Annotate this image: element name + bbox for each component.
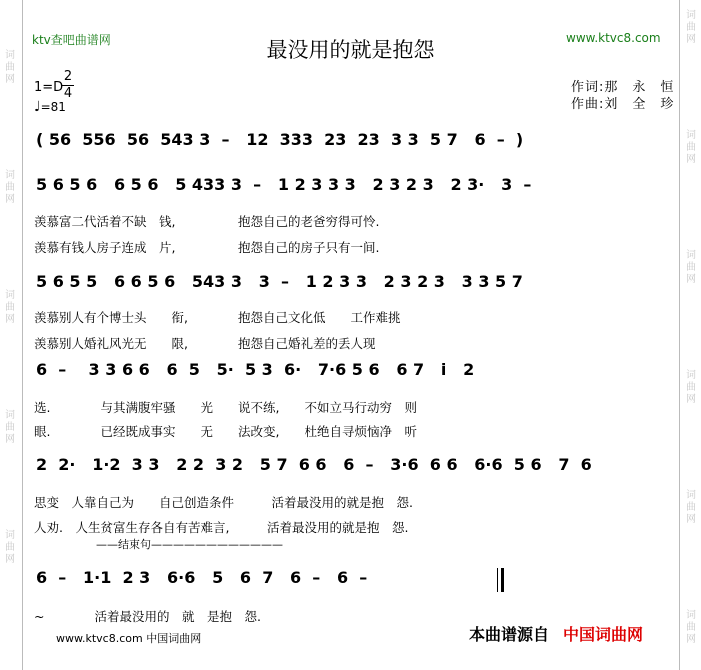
watermark-left: 词 曲 网: [5, 530, 15, 565]
score-line-6: [30, 568, 670, 590]
score-line-3: [30, 272, 670, 294]
site-link-right[interactable]: www.ktvc8.com: [566, 31, 661, 45]
lyric-line-coda: ~ 活着最没用的 就 是抱 怨.: [34, 609, 261, 624]
notation-line: 2 2· 1·2 3 3 2 2 3 2 5 7 6 6 6 – 3·6 6 6 6·6 5 6 7 6: [36, 455, 592, 474]
footer-site[interactable]: www.ktvc8.com 中国词曲网: [56, 632, 202, 645]
lyric-line-verse1: 羡慕富二代活着不缺 钱, 抱怨自己的老爸穷得可怜.: [34, 214, 380, 229]
notation-line: 6 – 3 3 6 6 6 5 5· 5 3 6· 7·6 5 6 6 7 i 2: [36, 360, 475, 379]
watermark-right: 词 曲 网: [686, 250, 696, 285]
tempo-marking: ♩=81: [34, 99, 66, 115]
lyric-line-verse2: 人劝. 人生贫富生存各自有苦难言, 活着最没用的就是抱 怨.: [34, 520, 409, 535]
watermark-right: 词 曲 网: [686, 10, 696, 45]
score-line-5: [30, 455, 670, 477]
source-brand-link[interactable]: 中国词曲网: [563, 625, 644, 644]
score-line-2: [30, 175, 670, 197]
notation-line: 6 – 1·1 2 3 6·6 5 6 7 6 – 6 –: [36, 568, 368, 587]
watermark-right: 词 曲 网: [686, 130, 696, 165]
key-signature: 1=D: [34, 80, 64, 95]
notation-line: 5 6 5 5 6 6 5 6 543 3 3 – 1 2 3 3 2 3 2 3 3 3 5 7: [36, 272, 523, 291]
barline: [497, 568, 498, 592]
watermark-left: 词 曲 网: [5, 50, 15, 85]
lyricist-credit: 作词:那 永 恒: [571, 80, 675, 95]
watermark-right: 词 曲 网: [686, 370, 696, 405]
watermark-left: 词 曲 网: [5, 170, 15, 205]
composer-credit: 作曲:刘 全 珍: [571, 97, 675, 112]
lyric-line-verse1: 选. 与其满腹牢骚 光 说不练, 不如立马行动穷 则: [34, 400, 417, 415]
lyric-line-verse1: 思变 人靠自己为 自己创造条件 活着最没用的就是抱 怨.: [34, 495, 413, 510]
notation-line: 5 6 5 6 6 5 6 5 433 3 – 1 2 3 3 3 2 3 2 3 2 3· 3 –: [36, 175, 532, 194]
watermark-left: 词 曲 网: [5, 410, 15, 445]
lyric-line-verse2: 羡慕别人婚礼风光无 限, 抱怨自己婚礼差的丢人现: [34, 336, 376, 351]
watermark-left: 词 曲 网: [5, 290, 15, 325]
watermark-right: 词 曲 网: [686, 610, 696, 645]
time-signature-bottom: 4: [63, 86, 73, 101]
notation-line: ( 56 556 56 543 3 – 12 333 23 23 3 3 5 7 6 – ): [36, 130, 524, 149]
score-line-1: [30, 130, 670, 152]
lyric-line-verse2: 眼. 已经既成事实 无 法改变, 杜绝自寻烦恼净 听: [34, 424, 417, 439]
source-label: 本曲谱源自: [469, 625, 550, 644]
lyric-line-verse2: 羡慕有钱人房子连成 片, 抱怨自己的房子只有一间.: [34, 240, 380, 255]
song-title: 最没用的就是抱怨: [266, 38, 435, 62]
watermark-right: 词 曲 网: [686, 490, 696, 525]
site-link-left[interactable]: ktv查吧曲谱网: [32, 33, 111, 47]
score-line-4: [30, 360, 670, 382]
time-signature-top: 2: [63, 69, 73, 84]
final-barline: [501, 568, 504, 592]
lyric-line-verse1: 羡慕别人有个博士头 衔, 抱怨自己文化低 工作难挑: [34, 310, 401, 325]
time-signature: [62, 70, 74, 101]
quarter-note-icon: ♩: [34, 99, 41, 115]
footer-source: [469, 622, 643, 645]
coda-label: ——结束句————————————: [96, 538, 283, 551]
